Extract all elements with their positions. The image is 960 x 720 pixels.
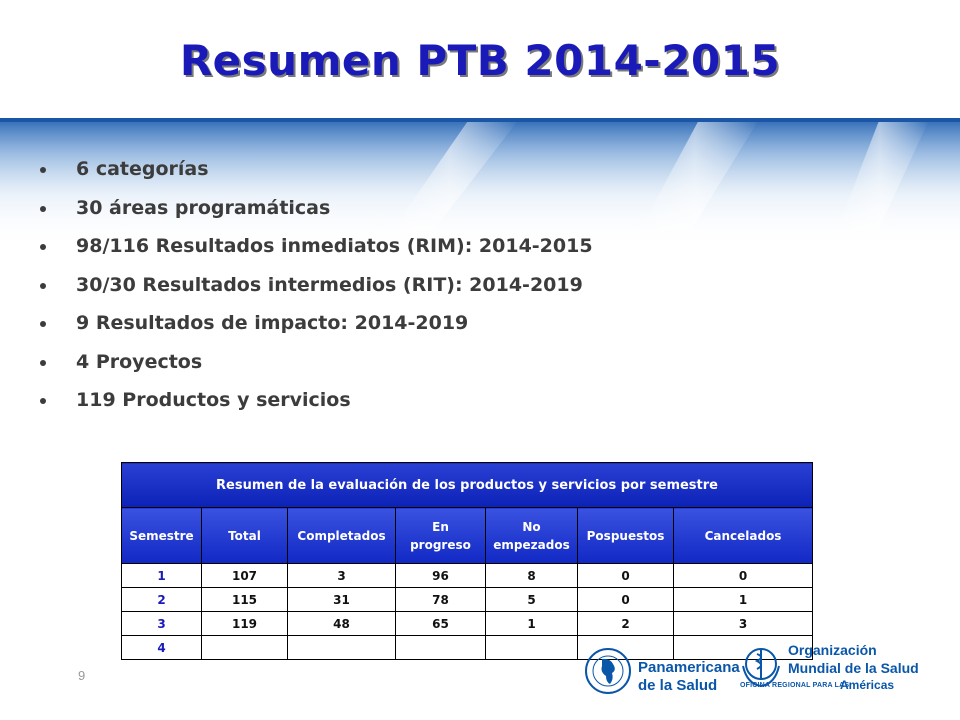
table-cell: 78 <box>396 588 486 612</box>
bullet-dot-icon <box>40 321 46 327</box>
bullet-dot-icon <box>40 283 46 289</box>
table-header-row <box>122 508 813 564</box>
column-header-pospuestos: Pospuestos <box>578 508 674 564</box>
table-cell <box>288 636 396 660</box>
table-row <box>122 564 813 588</box>
bullet-item: 4 Proyectos <box>40 343 593 382</box>
who-name-line1: Organización <box>788 642 877 658</box>
bullet-item: 9 Resultados de impacto: 2014-2019 <box>40 304 593 343</box>
table-cell <box>202 636 288 660</box>
table-cell: 48 <box>288 612 396 636</box>
who-region-name: Américas <box>840 678 895 692</box>
who-name-line2: Mundial de la Salud <box>788 660 919 676</box>
table-cell: 2 <box>578 612 674 636</box>
bullet-dot-icon <box>40 360 46 366</box>
table-cell: 0 <box>674 564 813 588</box>
table-cell <box>486 636 578 660</box>
who-regional-office-label: OFICINA REGIONAL PARA LAS <box>740 682 850 689</box>
column-header-completados: Completados <box>288 508 396 564</box>
bullet-item: 119 Productos y servicios <box>40 381 593 420</box>
column-header-total: Total <box>202 508 288 564</box>
bullet-item: 6 categorías <box>40 150 593 189</box>
table-cell: 3 <box>674 612 813 636</box>
bullet-item: 30/30 Resultados intermedios (RIT): 2014-2019 <box>40 266 593 305</box>
table-cell: 115 <box>202 588 288 612</box>
table-cell: 31 <box>288 588 396 612</box>
table-row <box>122 612 813 636</box>
table-cell: 3 <box>288 564 396 588</box>
table-cell: 1 <box>486 612 578 636</box>
paho-name-line1: Panamericana <box>638 659 740 676</box>
paho-emblem-icon <box>584 646 632 696</box>
table-cell: 5 <box>486 588 578 612</box>
table-cell: 0 <box>578 564 674 588</box>
table-cell: 96 <box>396 564 486 588</box>
slide-title: Resumen PTB 2014-2015 <box>179 36 781 85</box>
table-row <box>122 636 813 660</box>
bullet-dot-icon <box>40 398 46 404</box>
table-cell: 8 <box>486 564 578 588</box>
column-header-no-empezados: No empezados <box>486 508 578 564</box>
table-cell: 107 <box>202 564 288 588</box>
column-header-semestre: Semestre <box>122 508 202 564</box>
paho-name-line2: de la Salud <box>638 677 718 694</box>
table-cell: 119 <box>202 612 288 636</box>
evaluation-summary-table <box>121 462 813 660</box>
table-cell: 65 <box>396 612 486 636</box>
table-caption: Resumen de la evaluación de los productos y servicios por semestre <box>122 463 813 508</box>
table-cell: 1 <box>674 588 813 612</box>
column-header-en-progreso: En progreso <box>396 508 486 564</box>
table-cell <box>396 636 486 660</box>
bullet-dot-icon <box>40 244 46 250</box>
table-row <box>122 588 813 612</box>
table-cell: 3 <box>122 612 202 636</box>
bullet-dot-icon <box>40 167 46 173</box>
table-cell: 2 <box>122 588 202 612</box>
bullet-dot-icon <box>40 206 46 212</box>
bullet-list <box>40 150 593 420</box>
page-number: 9 <box>78 668 86 683</box>
table-cell: 1 <box>122 564 202 588</box>
table-cell: 0 <box>578 588 674 612</box>
bullet-item: 30 áreas programáticas <box>40 189 593 228</box>
bullet-item: 98/116 Resultados inmediatos (RIM): 2014-2015 <box>40 227 593 266</box>
column-header-cancelados: Cancelados <box>674 508 813 564</box>
table-cell: 4 <box>122 636 202 660</box>
